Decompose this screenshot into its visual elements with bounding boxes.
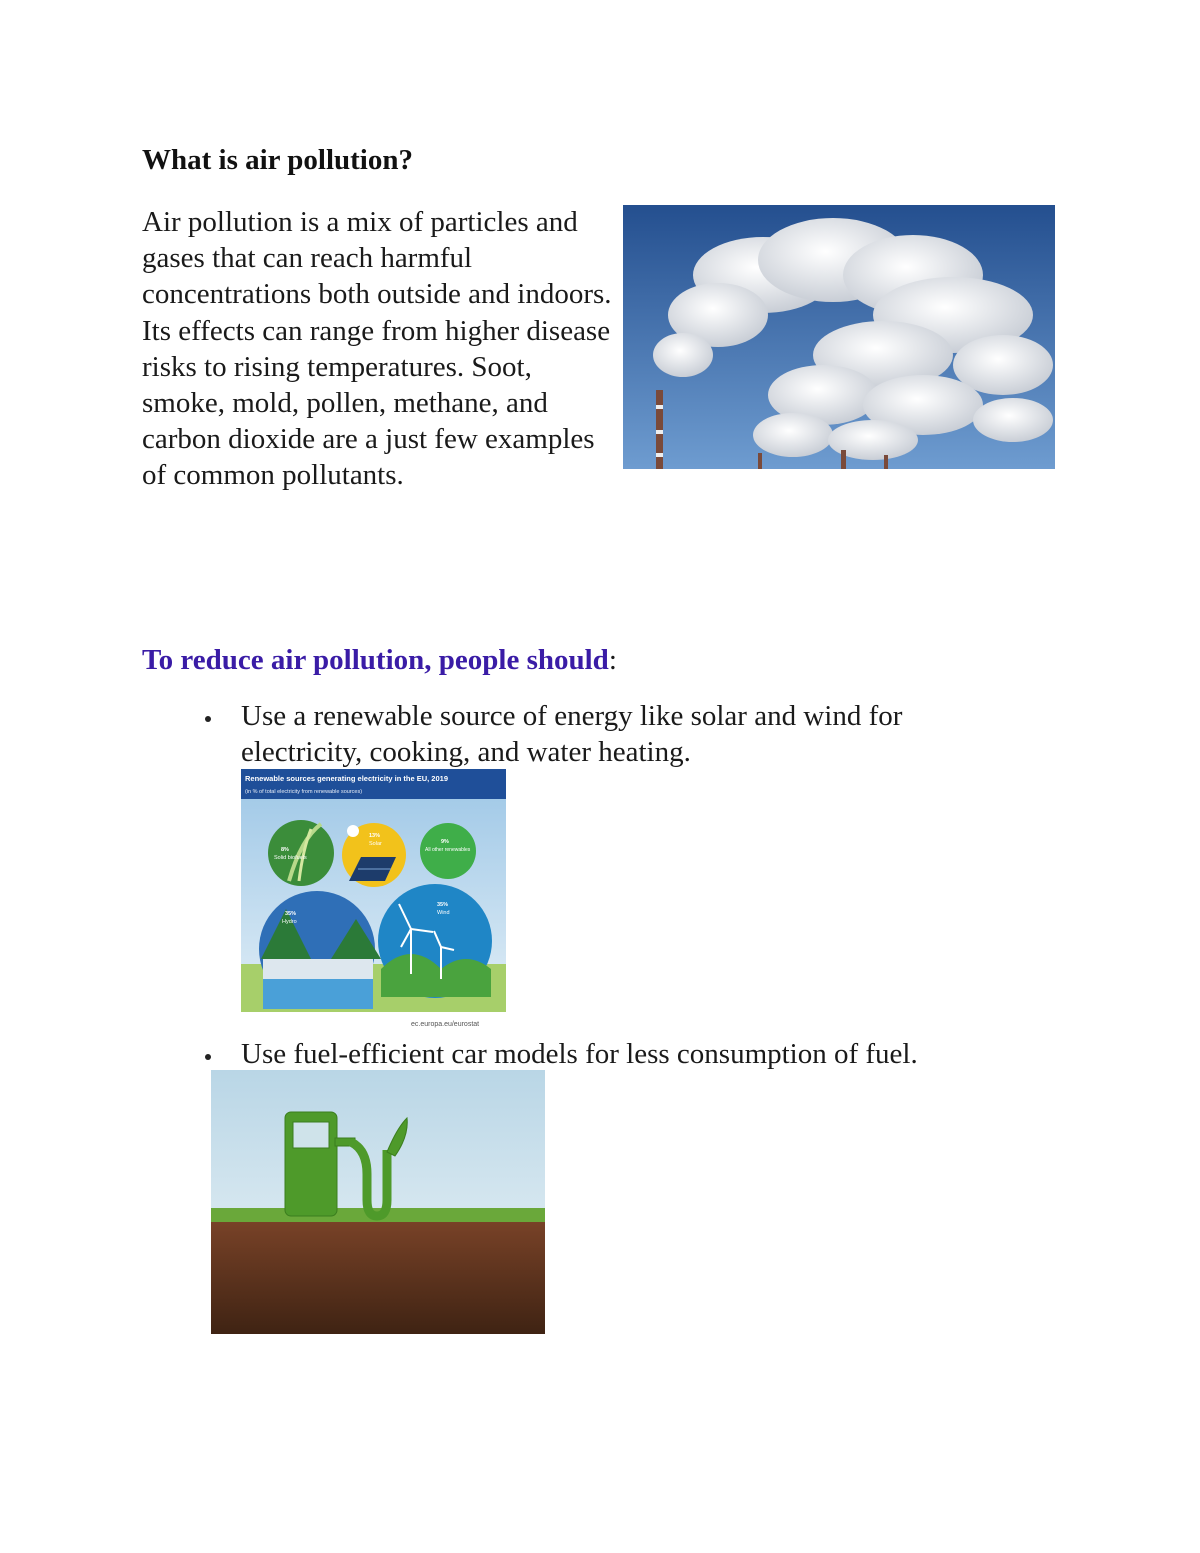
- solar-pct: 13%: [369, 833, 381, 839]
- wind-label: Wind: [437, 910, 450, 916]
- bullet-item-fuel-efficient: Use fuel-efficient car models for less consumption of fuel.: [241, 1038, 918, 1070]
- wind-circle: [378, 884, 492, 998]
- reduce-heading-text: To reduce air pollution, people should: [142, 644, 609, 676]
- bullet-icon: [205, 716, 211, 722]
- solar-circle: [342, 823, 406, 887]
- biofuels-circle: [268, 820, 334, 886]
- biofuels-label: Solid biofuels: [274, 855, 307, 861]
- infographic-title: Renewable sources generating electricity in the EU, 2019: [245, 774, 448, 783]
- bullet-icon: [205, 1054, 211, 1060]
- other-label: All other renewables: [425, 847, 471, 853]
- bullet-item-renewable: Use a renewable source of energy like solar and wind for electricity, cooking, and water heating.: [241, 700, 903, 769]
- infographic-subtitle: (in % of total electricity from renewable sources): [245, 789, 363, 795]
- green-fuel-pump-photo: [211, 1070, 545, 1334]
- smokestack-photo: [623, 205, 1055, 469]
- page-title: What is air pollution?: [142, 144, 413, 176]
- hydro-pct: 35%: [285, 911, 297, 917]
- infographic-source: ec.europa.eu/eurostat: [411, 1021, 480, 1028]
- reduce-heading-colon: :: [608, 644, 617, 676]
- other-renewables-circle: [420, 823, 476, 879]
- solar-label: Solar: [369, 841, 382, 847]
- biofuels-pct: 8%: [281, 847, 289, 853]
- intro-paragraph: Air pollution is a mix of particles and gases that can reach harmful concentrations both outside and indoors. Its effects can range from higher disease risks to rising temperatures. Soot, smoke, mold, pollen, methane, and carbon dioxide are a just few examples of common pollutants.: [142, 206, 612, 492]
- reduce-heading: [142, 644, 617, 677]
- other-pct: 9%: [441, 839, 449, 845]
- wind-pct: 35%: [437, 902, 449, 908]
- renewable-infographic: [241, 769, 506, 1032]
- hydro-label: Hydro: [282, 919, 297, 925]
